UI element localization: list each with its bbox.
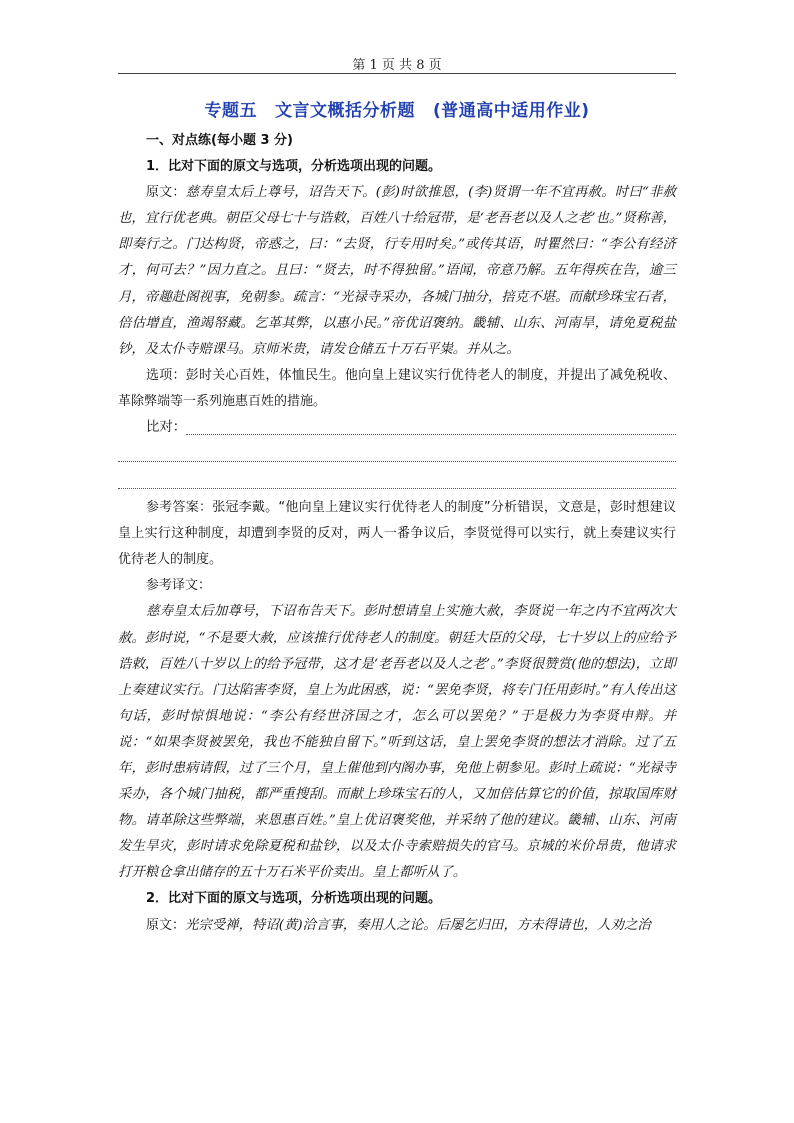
question-1-prompt: 1．比对下面的原文与选项，分析选项出现的问题。 — [146, 159, 442, 175]
header-rule — [118, 73, 676, 74]
section-heading: 一、对点练(每小题 3 分) — [146, 133, 293, 148]
original-text: 光宗受禅，特诏(黄)洽言事，奏用人之论。后屡乞归田，方未得请也，人劝之治 — [185, 917, 651, 933]
original-label: 原文： — [146, 917, 186, 933]
answer-label: 参考答案： — [146, 500, 213, 516]
question-2-prompt: 2．比对下面的原文与选项，分析选项出现的问题。 — [146, 891, 442, 907]
compare-label: 比对： — [146, 419, 187, 435]
question-1-option — [118, 363, 676, 415]
answer-blank-2[interactable] — [118, 441, 676, 462]
original-text: 慈寿皇太后上尊号，诏告天下。(彭)时欲推恩，(李)贤谓一年不宜再赦。时曰“非赦也，宜行优老典。朝臣父母七十与诰敕，百姓八十给冠带，是‘老吾老以及人之老’也。”贤称善，即奏行之。门达构贤，帝惑之，曰：“去贤，行专用时矣。”或传其语，时瞿然曰：“李公有经济才，何可去？”因力直之。且曰：“贤去，时不得独留。”语闻，帝意乃解。五年得疾在告，逾三月，帝趣赴阁视事，免朝参。疏言：“光禄寺采办，各城门抽分，掊克不堪。而献珍珠宝石者，倍估增直，渔竭帑藏。乞革其弊，以惠小民。”帝优诏褒纳。畿辅、山东、河南旱，请免夏税盐钞，及太仆寺赔课马。京师米贵，请发仓储五十万石平粜。并从之。 — [118, 185, 676, 357]
page-title — [118, 96, 676, 121]
question-1-original — [118, 180, 676, 363]
option-label: 选项： — [146, 367, 186, 383]
original-label: 原文： — [146, 185, 186, 201]
title-scope: (普通高中适用作业) — [432, 101, 590, 121]
answer-blank-3[interactable] — [118, 468, 676, 489]
title-subject: 文言文概括分析题 — [274, 101, 415, 121]
question-1-answer — [118, 495, 676, 573]
answer-blank-1[interactable] — [186, 420, 676, 435]
compare-line — [118, 415, 676, 441]
option-text: 彭时关心百姓，体恤民生。他向皇上建议实行优待老人的制度，并提出了减免税收、革除弊端等一系列施惠百姓的措施。 — [118, 367, 676, 409]
page-header: 第 1 页 共 8 页 — [352, 58, 442, 73]
document-body — [118, 128, 676, 939]
translation-label: 参考译文： — [146, 578, 212, 594]
translation-text: 慈寿皇太后加尊号，下诏布告天下。彭时想请皇上实施大赦，李贤说一年之内不宜两次大赦。彭时说，“不是要大赦，应该推行优待老人的制度。朝廷大臣的父母，七十岁以上的应给予诰敕，百姓八十岁以上的给予冠带，这才是‘老吾老以及人之老’。”李贤很赞赏(他的想法)，立即上奏建议实行。门达陷害李贤，皇上为此困惑，说：“罢免李贤，将专门任用彭时。”有人传出这句话，彭时惊惧地说：“李公有经世济国之才，怎么可以罢免？”于是极力为李贤申辩。并说：“如果李贤被罢免，我也不能独自留下。”听到这话，皇上罢免李贤的想法才消除。过了五年，彭时患病请假，过了三个月，皇上催他到内阁办事，免他上朝参见。彭时上疏说：“光禄寺采办，各个城门抽税，都严重搜刮。而献上珍珠宝石的人，又加倍估算它的价值，掠取国库财物。请革除这些弊端，来恩惠百姓。”皇上优诏褒奖他，并采纳了他的建议。畿辅、山东、河南发生旱灾，彭时请求免除夏税和盐钞，以及太仆寺索赔损失的官马。京城的米价昂贵，他请求打开粮仓拿出储存的五十万石米平价卖出。皇上都听从了。 — [118, 604, 676, 881]
question-2-original — [118, 913, 676, 939]
title-topic: 专题五 — [204, 101, 257, 121]
answer-text: 张冠李戴。“他向皇上建议实行优待老人的制度”分析错误，文意是，彭时想建议皇上实行这种制度，却遭到李贤的反对，两人一番争议后，李贤觉得可以实行，就上奏建议实行优待老人的制度。 — [118, 500, 676, 568]
